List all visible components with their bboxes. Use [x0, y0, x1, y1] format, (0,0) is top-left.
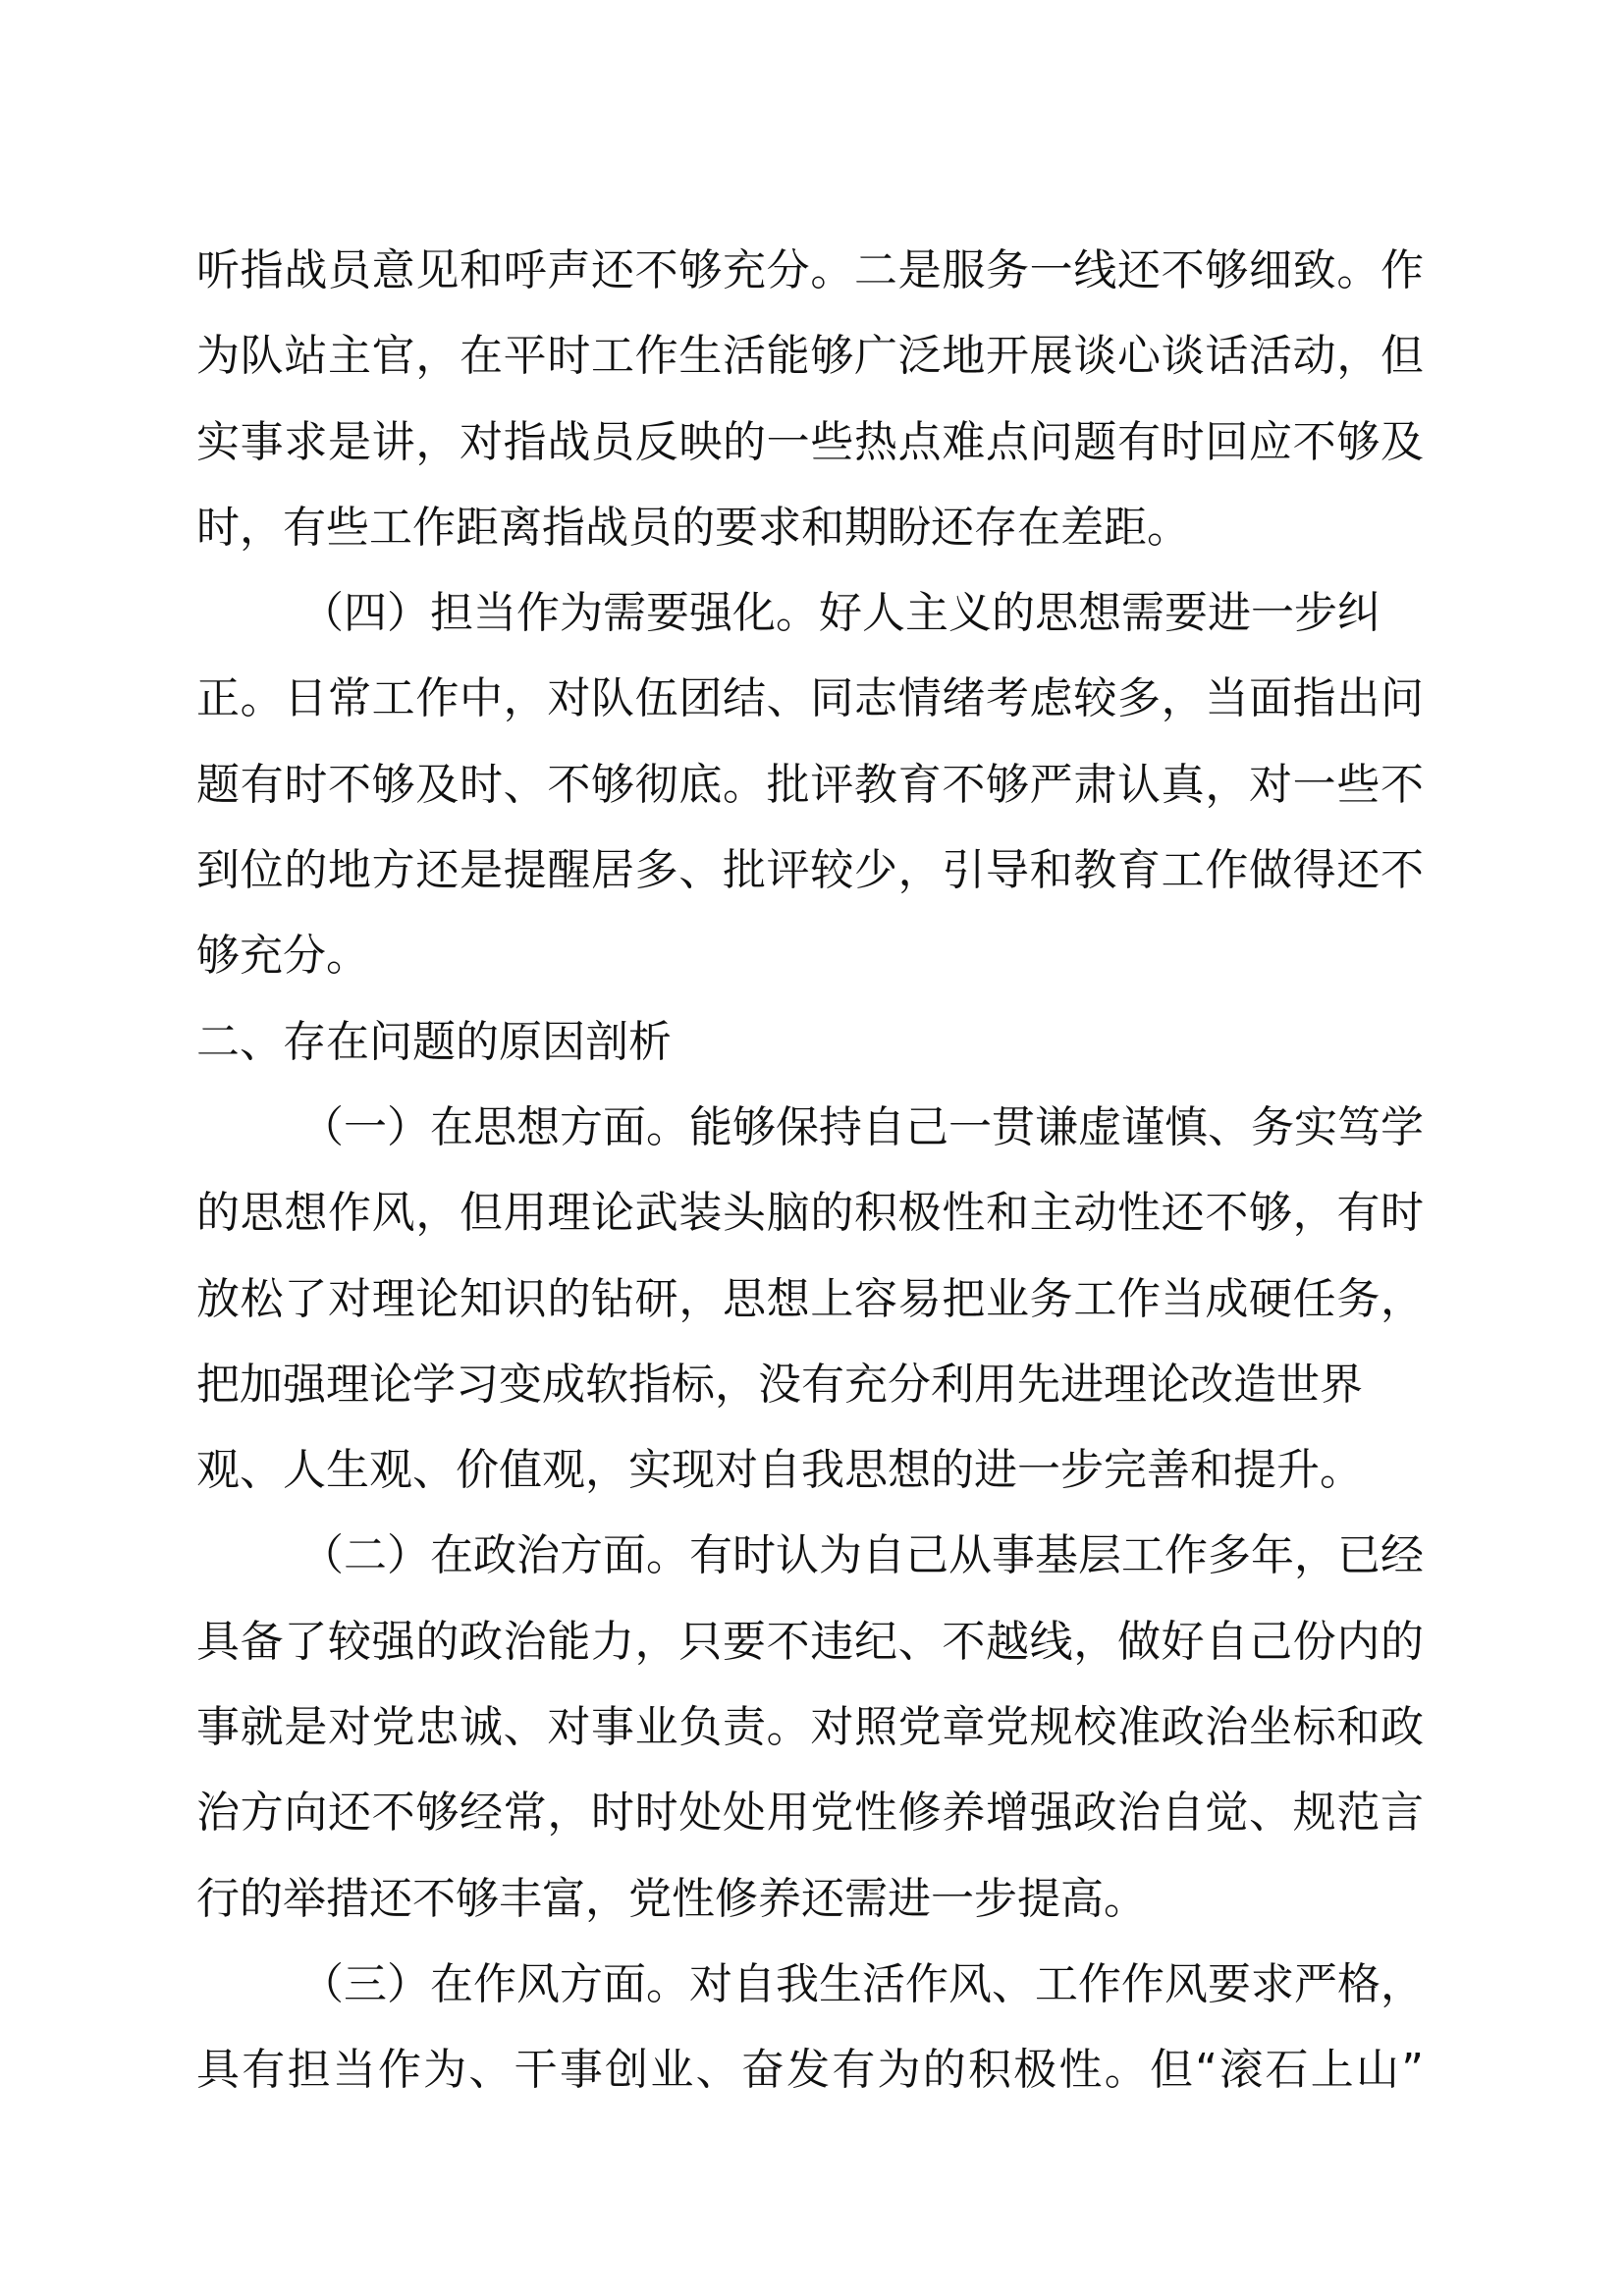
paragraph-section-4 — [196, 570, 1424, 998]
text-line: （二）在政治方面。有时认为自己从事基层工作多年，已经 — [300, 1530, 1424, 1581]
paragraph-continuation — [196, 228, 1424, 570]
text-line: 到位的地方还是提醒居多、批评较少，引导和教育工作做得还不 — [196, 845, 1424, 896]
text-line: （一）在思想方面。能够保持自己一贯谦虚谨慎、务实笃学 — [300, 1101, 1424, 1152]
text-line: （三）在作风方面。对自我生活作风、工作作风要求严格， — [300, 1958, 1424, 2009]
text-line: 放松了对理论知识的钻研，思想上容易把业务工作当成硬任务， — [196, 1273, 1424, 1324]
text-line: 听指战员意见和呼声还不够充分。二是服务一线还不够细致。作 — [196, 245, 1424, 295]
text-line: 具有担当作为、干事创业、奋发有为的积极性。但“滚石上山” — [196, 2045, 1424, 2096]
paragraph-thought — [196, 1085, 1424, 1513]
text-line: 治方向还不够经常，时时处处用党性修养增强政治自觉、规范言 — [196, 1788, 1424, 1839]
text-line: （四）担当作为需要强化。好人主义的思想需要进一步纠 — [300, 588, 1380, 639]
text-line: 把加强理论学习变成软指标，没有充分利用先进理论改造世界 — [196, 1359, 1363, 1410]
text-line: 时，有些工作距离指战员的要求和期盼还存在差距。 — [196, 502, 1190, 553]
paragraph-politics — [196, 1513, 1424, 1941]
text-line: 正。日常工作中，对队伍团结、同志情绪考虑较多，当面指出问 — [196, 673, 1424, 724]
text-line: 题有时不够及时、不够彻底。批评教育不够严肃认真，对一些不 — [196, 759, 1424, 810]
text-line: 实事求是讲，对指战员反映的一些热点难点问题有时回应不够及 — [196, 416, 1424, 467]
text-line: 够充分。 — [196, 931, 369, 982]
text-line: 观、人生观、价值观，实现对自我思想的进一步完善和提升。 — [196, 1445, 1363, 1496]
document-body — [196, 228, 1424, 2113]
text-line: 的思想作风，但用理论武装头脑的积极性和主动性还不够，有时 — [196, 1188, 1424, 1239]
text-line: 为队站主官，在平时工作生活能够广泛地开展谈心谈话活动，但 — [196, 331, 1424, 382]
text-line: 行的举措还不够丰富，党性修养还需进一步提高。 — [196, 1873, 1147, 1924]
paragraph-style — [196, 1942, 1424, 2113]
text-line: 具备了较强的政治能力，只要不违纪、不越线，做好自己份内的 — [196, 1616, 1424, 1667]
section-heading: 二、存在问题的原因剖析 — [196, 1016, 672, 1067]
text-line: 事就是对党忠诚、对事业负责。对照党章党规校准政治坐标和政 — [196, 1702, 1424, 1753]
